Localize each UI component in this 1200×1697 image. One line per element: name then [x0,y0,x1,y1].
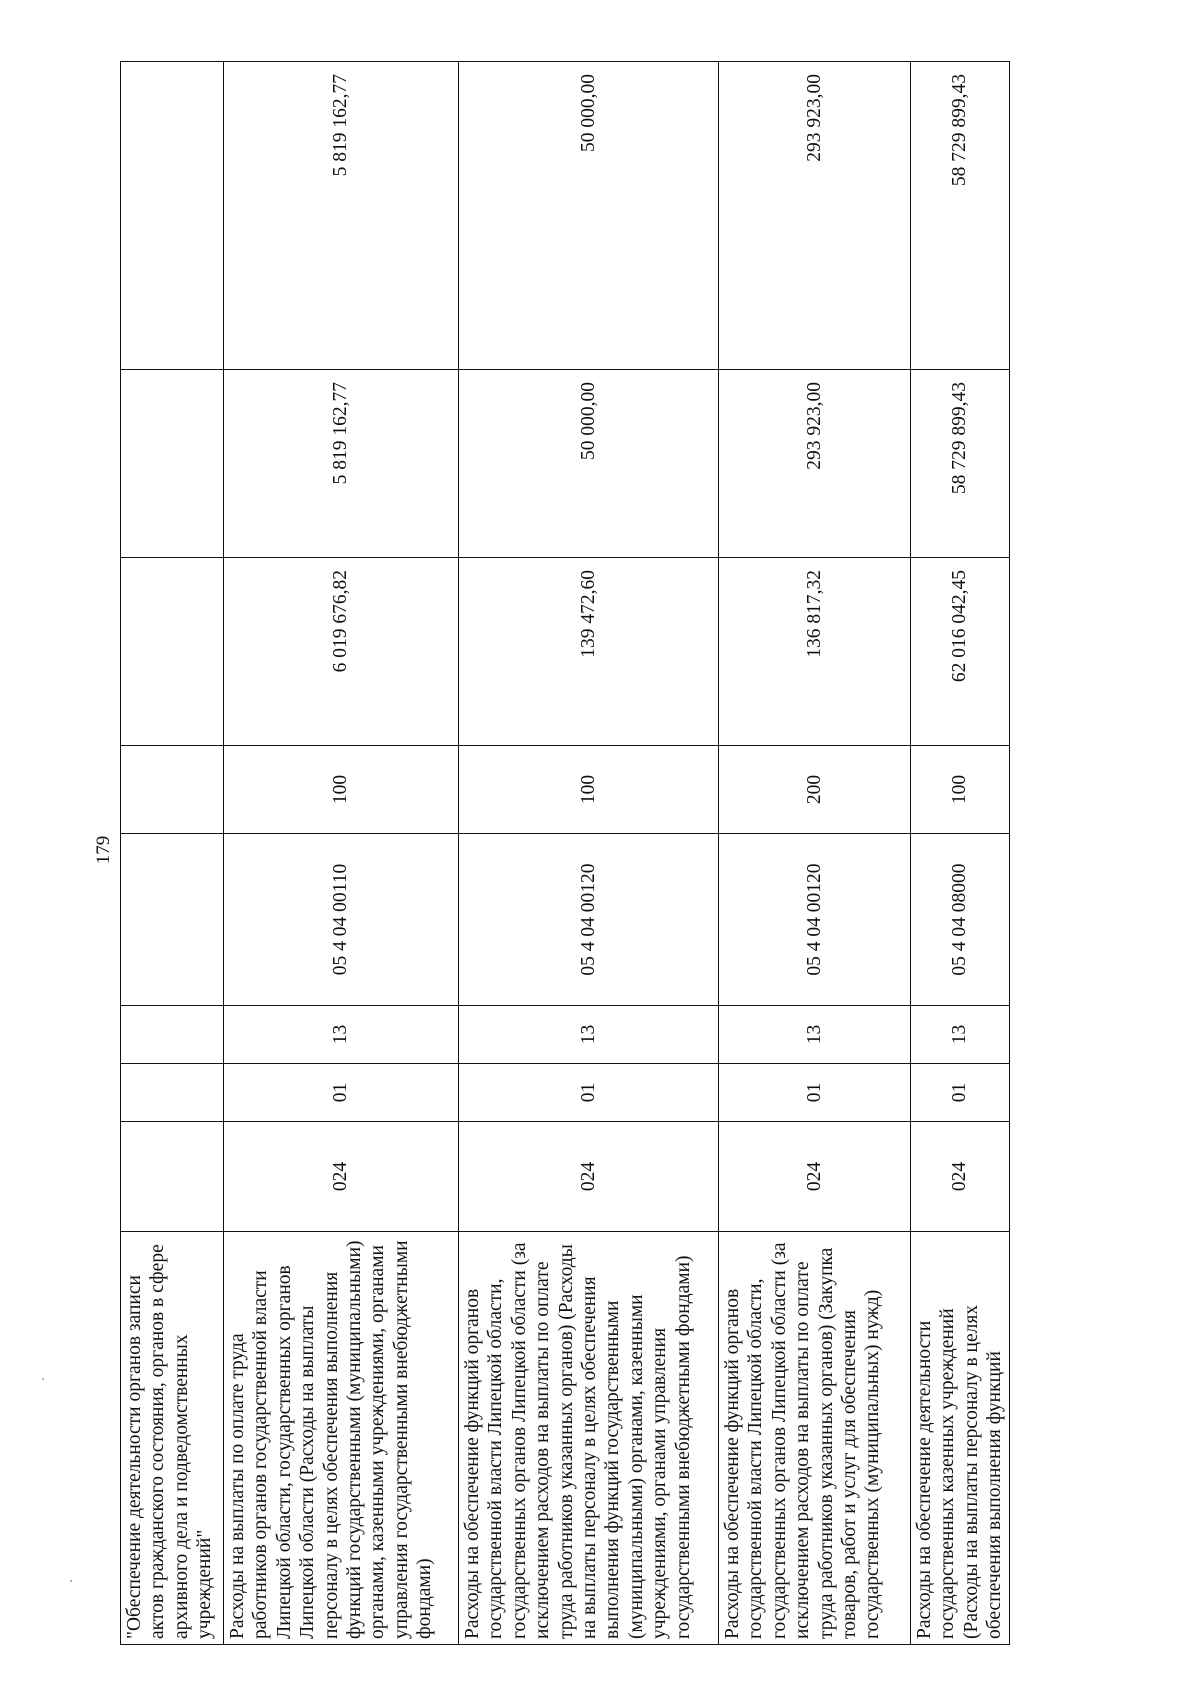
cell-amount-2: 58 729 899,43 [911,370,1010,558]
cell-target-article: 05 4 04 00120 [459,834,719,1006]
cell-amount-2: 50 000,00 [459,370,719,558]
cell-amount-1: 139 472,60 [459,558,719,746]
cell-admin: 024 [459,1122,719,1232]
cell-section: 01 [224,1064,459,1122]
cell-target-article: 05 4 04 00120 [719,834,911,1006]
cell-admin: 024 [719,1122,911,1232]
cell-amount-1: 136 817,32 [719,558,911,746]
cell-amount-2: 5 819 162,77 [224,370,459,558]
table-row [459,62,719,1645]
cell-subsection: 13 [459,1006,719,1064]
table-row [911,62,1010,1645]
cell-admin: 024 [911,1122,1010,1232]
cell-expense-type [121,746,224,834]
cell-target-article: 05 4 04 08000 [911,834,1010,1006]
cell-amount-3: 5 819 162,77 [224,62,459,370]
cell-subsection [121,1006,224,1064]
table-row [121,62,224,1645]
cell-section: 01 [719,1064,911,1122]
cell-expense-type: 200 [719,746,911,834]
cell-description: "Обеспечение деятельности органов записи актов гражданского состояния, органов в сфере архивного дела и подведомственных учреждений" [121,1232,224,1645]
page-number: 179 [93,835,114,865]
cell-target-article [121,834,224,1006]
cell-subsection: 13 [224,1006,459,1064]
cell-amount-2 [121,370,224,558]
cell-section [121,1064,224,1122]
scan-speck [70,1580,72,1582]
cell-expense-type: 100 [224,746,459,834]
cell-section: 01 [459,1064,719,1122]
scan-speck [42,1378,44,1380]
cell-amount-1: 62 016 042,45 [911,558,1010,746]
table-row [224,62,459,1645]
cell-description: Расходы на обеспечение функций органов государственной власти Липецкой области, государственных органов Липецкой области (за исключением расходов на выплаты по оплате труда работников указанных органов) (Закупка товаров, работ и услуг для обеспечения государственных (муниципальных) нужд) [719,1232,911,1645]
cell-amount-1: 6 019 676,82 [224,558,459,746]
cell-amount-3: 58 729 899,43 [911,62,1010,370]
cell-description: Расходы на выплаты по оплате труда работников органов государственной власти Липецкой области, государственных органов Липецкой области (Расходы на выплаты персоналу в целях обеспечения выполнения функций государственными (муниципальными) органами, казенными учреждениями, органами управления государственными внебюджетными фондами) [224,1232,459,1645]
cell-subsection: 13 [719,1006,911,1064]
rotated-table-wrapper [120,62,1008,1645]
budget-table [120,61,1010,1645]
cell-amount-3: 50 000,00 [459,62,719,370]
cell-amount-3 [121,62,224,370]
cell-admin [121,1122,224,1232]
cell-description: Расходы на обеспечение функций органов государственной власти Липецкой области, государственных органов Липецкой области (за исключением расходов на выплаты по оплате труда работников указанных органов) (Расходы на выплаты персоналу в целях обеспечения выполнения функций государственными (муниципальными) органами, казенными учреждениями, органами управления государственными внебюджетными фондами) [459,1232,719,1645]
cell-description: Расходы на обеспечение деятельности государственных казенных учреждений (Расходы на выплаты персоналу в целях обеспечения выполнения функций [911,1232,1010,1645]
cell-expense-type: 100 [911,746,1010,834]
cell-section: 01 [911,1064,1010,1122]
table-row [719,62,911,1645]
cell-amount-2: 293 923,00 [719,370,911,558]
cell-admin: 024 [224,1122,459,1232]
cell-target-article: 05 4 04 00110 [224,834,459,1006]
cell-amount-1 [121,558,224,746]
cell-expense-type: 100 [459,746,719,834]
cell-amount-3: 293 923,00 [719,62,911,370]
cell-subsection: 13 [911,1006,1010,1064]
